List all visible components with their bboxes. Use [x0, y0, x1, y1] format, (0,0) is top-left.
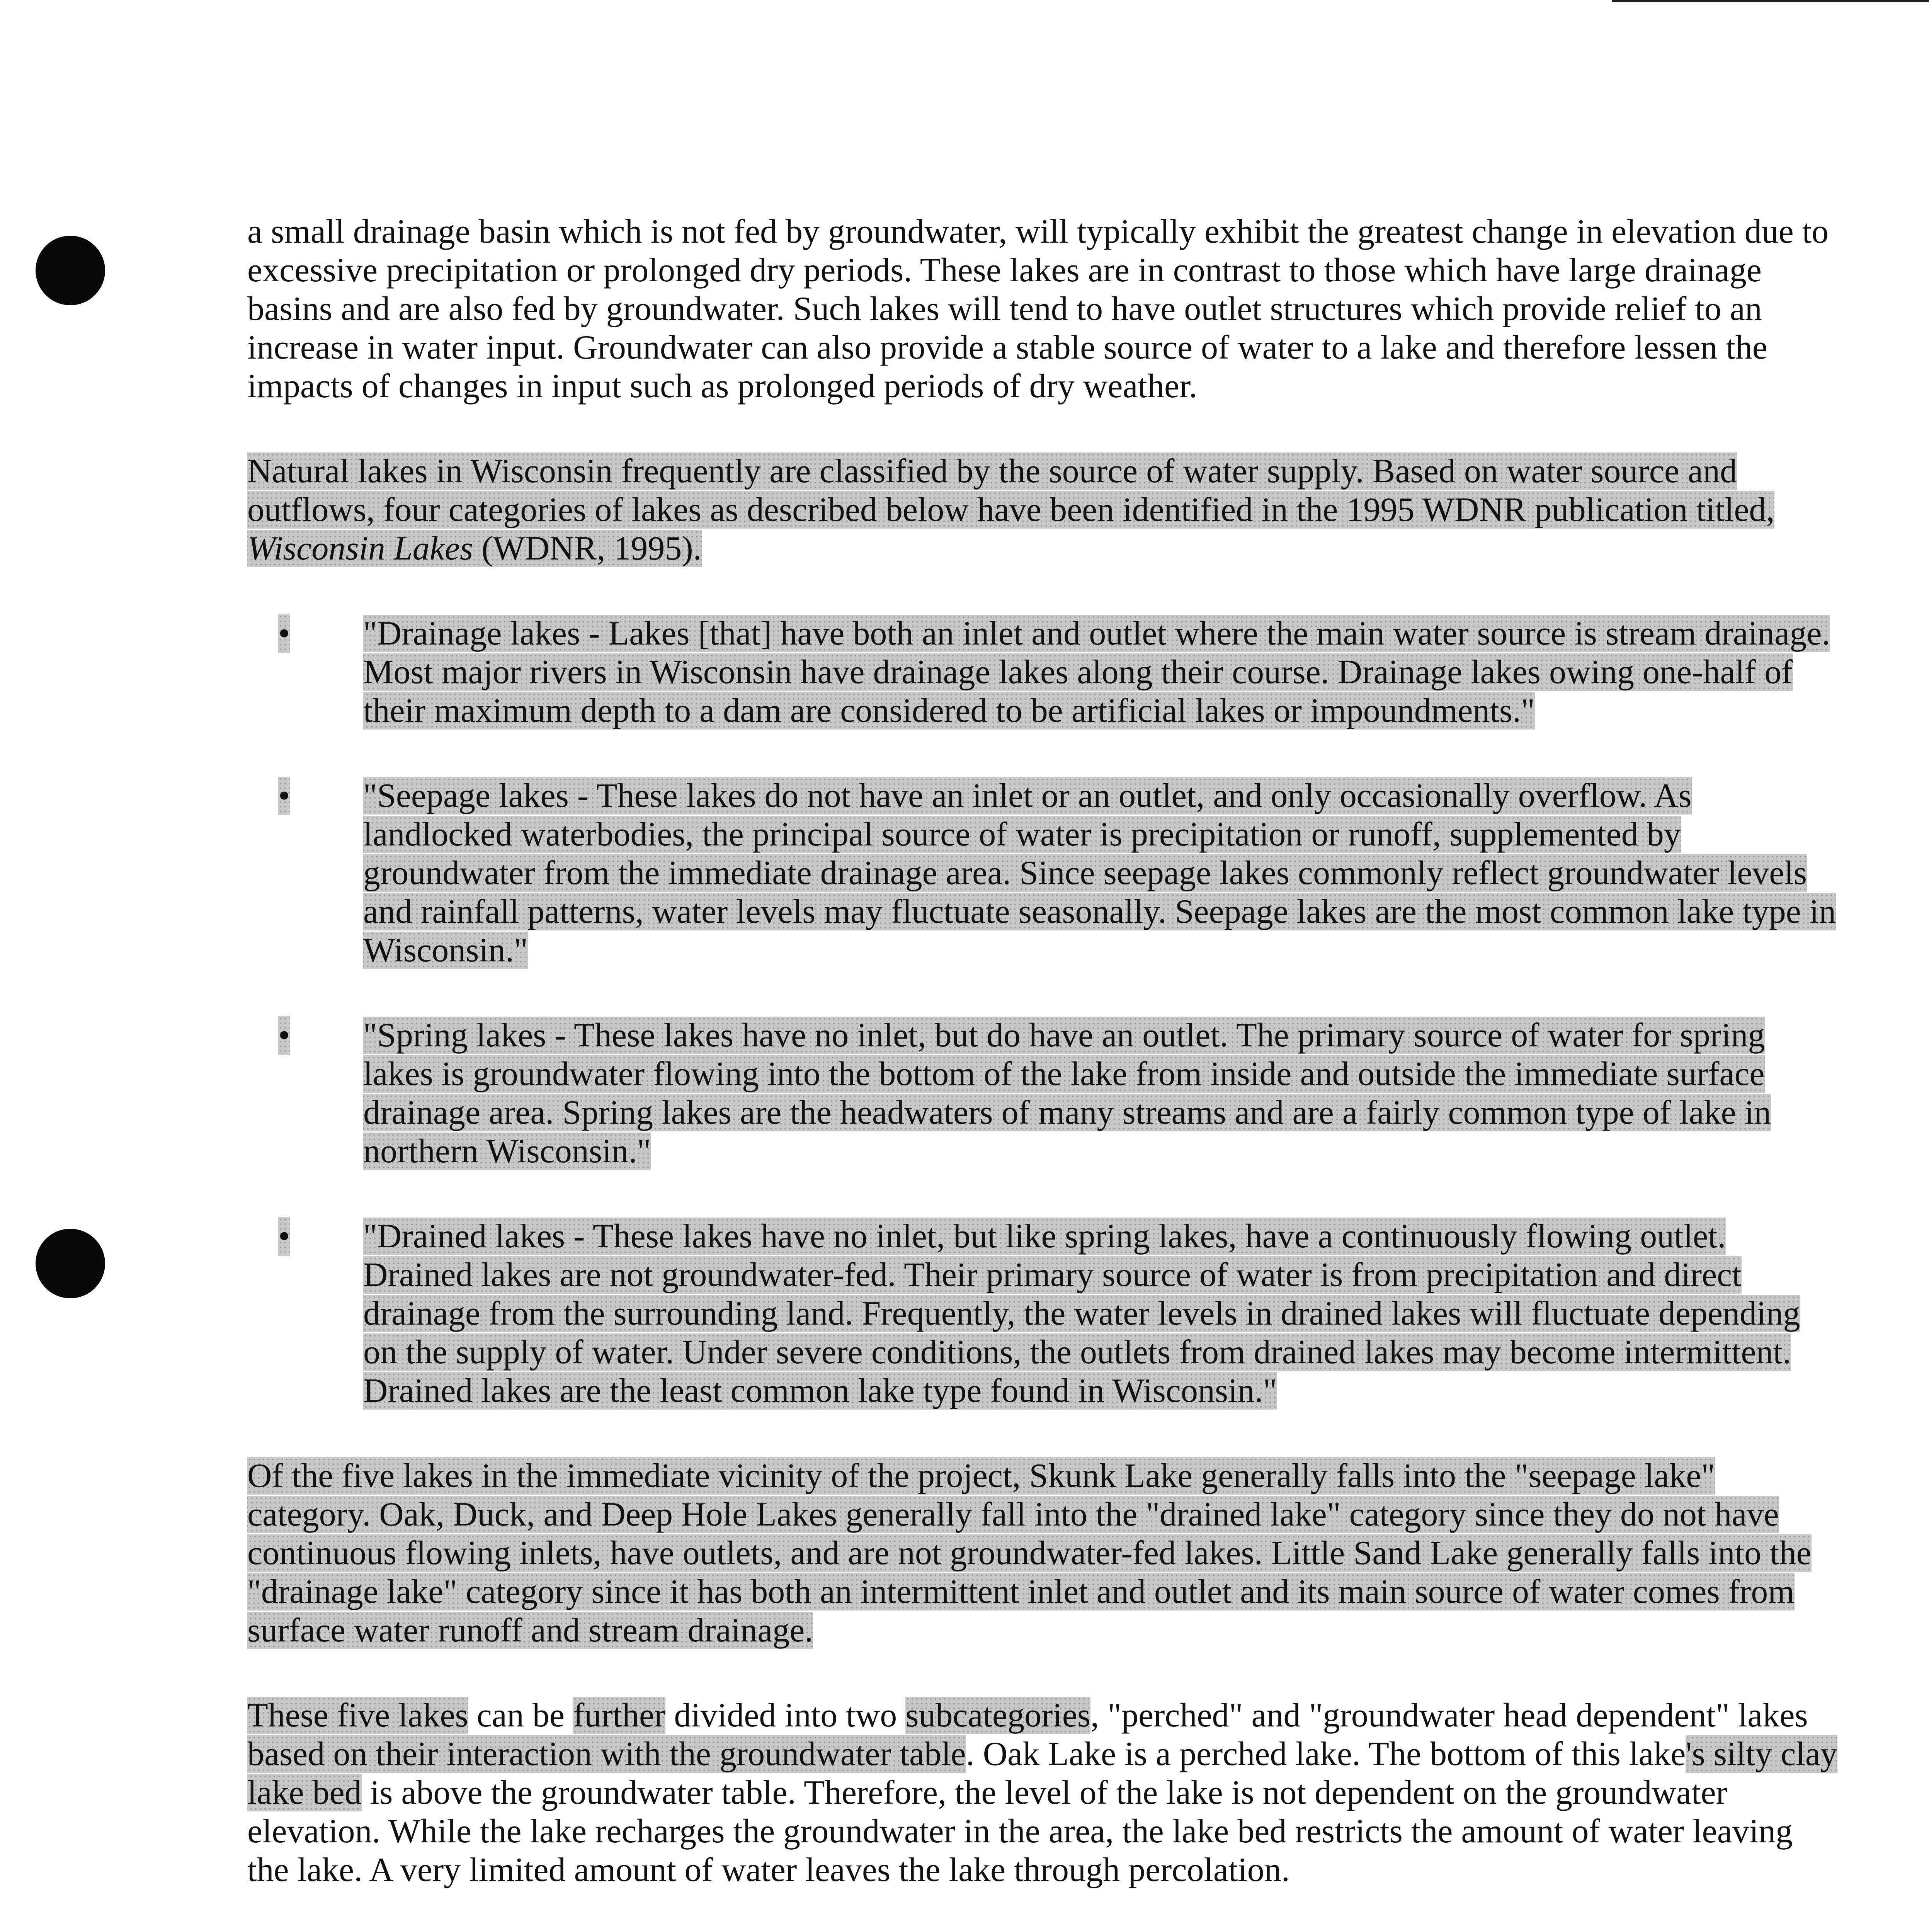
bullet-text: "Drained lakes - These lakes have no inlet, but like spring lakes, have a continuously flowing outlet. Drained lakes are not groundwater-fed. Their primary source of water is from precipitation and direct drainage from the surrounding land. Frequently, the water levels in drained lakes will fluctuate depending on the supply of water. Under severe conditions, the outlets from drained lakes may become intermittent. Drained lakes are the least common lake type found in Wisconsin." — [363, 1218, 1800, 1410]
bullet-dot: • — [278, 615, 290, 652]
highlight: subcategories — [905, 1697, 1091, 1734]
paragraph-subcategories: These five lakes can be further divided into two subcategories, "perched" and "groundwater head dependent" lakes based on their interaction with the groundwater table. Oak Lake is a perched lake. The bottom of this lake's silty clay lake bed is above the groundwater table. Therefore, the level of the lake is not dependent on the groundwater elevation. While the lake recharges the groundwater in the area, the lake bed restricts the amount of water leaving the lake. A very limited amount of water leaves the lake through percolation. — [247, 1697, 1837, 1889]
bullet-dot: • — [278, 1218, 290, 1255]
bullet-dot: • — [278, 777, 290, 815]
top-edge-rule — [1612, 0, 1929, 2]
highlight: based on their interaction with the groundwater table — [247, 1735, 966, 1773]
highlight: These five lakes — [247, 1697, 468, 1734]
punch-hole-middle — [36, 1229, 105, 1298]
bullet-spring-lakes — [278, 1016, 1839, 1171]
bullet-drainage-lakes — [278, 614, 1839, 730]
bullet-text: "Drainage lakes - Lakes [that] have both an inlet and outlet where the main water source is stream drainage. Most major rivers in Wisconsin have drainage lakes along their course. Drainage lakes owing one-half of their maximum depth to a dam are considered to be artificial lakes or impoundments." — [363, 615, 1830, 730]
publication-title: Wisconsin Lakes — [247, 530, 473, 567]
bullet-drained-lakes — [278, 1217, 1839, 1410]
paragraph-drainage-basin: a small drainage basin which is not fed by groundwater, will typically exhibit the greatest change in elevation due to excessive precipitation or prolonged dry periods. These lakes are in contrast to those which have large drainage basins and are also fed by groundwater. Such lakes will tend to have outlet structures which provide relief to an increase in water input. Groundwater can also provide a stable source of water to a lake and therefore lessen the impacts of changes in input such as prolonged periods of dry weather. — [247, 213, 1829, 405]
punch-hole-top — [36, 236, 105, 305]
bullet-text: "Seepage lakes - These lakes do not have an inlet or an outlet, and only occasionally overflow. As landlocked waterbodies, the principal source of water is precipitation or runoff, supplemented by groundwater from the immediate drainage area. Since seepage lakes commonly reflect groundwater levels and rainfall patterns, water levels may fluctuate seasonally. Seepage lakes are the most common lake type in Wisconsin." — [363, 777, 1836, 969]
bullet-seepage-lakes — [278, 777, 1839, 970]
paragraph-five-lakes-categories — [247, 1457, 1839, 1650]
highlight: further — [573, 1697, 666, 1734]
bullet-text: "Spring lakes - These lakes have no inlet, but do have an outlet. The primary source of water for spring lakes is groundwater flowing into the bottom of the lake from inside and outside the immediate surface drainage area. Spring lakes are the headwaters of many streams and are a fairly common type of lake in northern Wisconsin." — [363, 1017, 1771, 1170]
highlight: 's silty clay lake bed — [247, 1735, 1837, 1811]
highlight: Natural lakes in Wisconsin frequently are classified by the source of water supply. Based on water source and outflows, four categories of lakes as described below have been identified in the 1995 WDNR publication titled, Wisconsin Lakes (WDNR, 1995). — [247, 452, 1775, 567]
bullet-dot: • — [278, 1017, 290, 1054]
paragraph-lake-classification — [247, 452, 1839, 568]
highlight: Of the five lakes in the immediate vicinity of the project, Skunk Lake generally falls into the "seepage lake" category. Oak, Duck, and Deep Hole Lakes generally fall into the "drained lake" category since they do not have continuous flowing inlets, have outlets, and are not groundwater-fed lakes. Little Sand Lake generally falls into the "drainage lake" category since it has both an intermittent inlet and outlet and its main source of water comes from surface water runoff and stream drainage. — [247, 1457, 1812, 1649]
document-body — [247, 213, 1839, 1932]
